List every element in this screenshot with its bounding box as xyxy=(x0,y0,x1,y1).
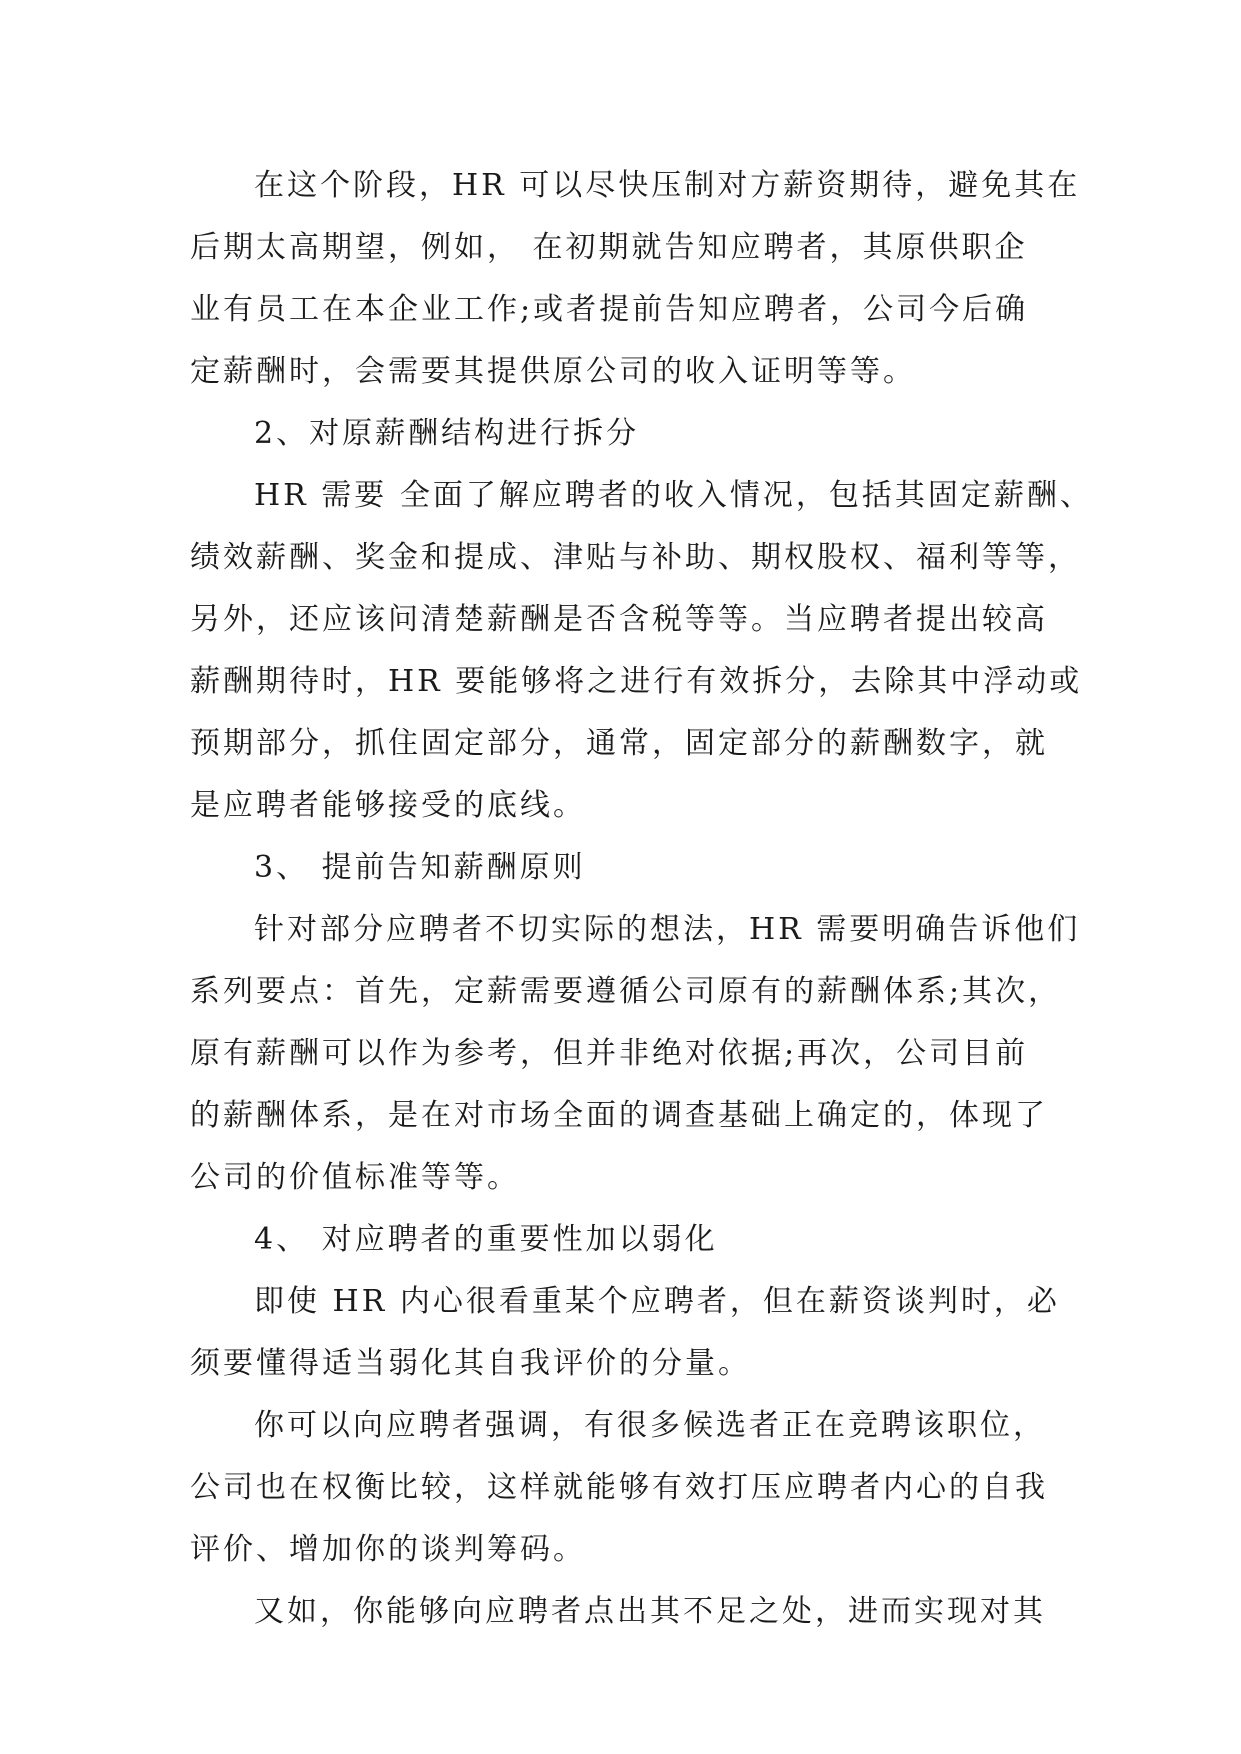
document-body xyxy=(190,155,1093,1643)
paragraph-line: 定薪酬时，会需要其提供原公司的收入证明等等。 xyxy=(190,354,916,389)
paragraph-line: 是应聘者能够接受的底线。 xyxy=(190,788,586,823)
paragraph-line: 另外，还应该问清楚薪酬是否含税等等。当应聘者提出较高 xyxy=(190,602,1048,637)
paragraph-line: 原有薪酬可以作为参考，但并非绝对依据;再次，公司目前 xyxy=(190,1036,1029,1071)
paragraph-line: 预期部分，抓住固定部分，通常，固定部分的薪酬数字，就 xyxy=(190,726,1048,761)
paragraph-line: 系列要点：首先，定薪需要遵循公司原有的薪酬体系;其次， xyxy=(190,974,1062,1009)
paragraph-line: 公司也在权衡比较，这样就能够有效打压应聘者内心的自我 xyxy=(190,1470,1048,1505)
paragraph-line: 公司的价值标准等等。 xyxy=(190,1160,520,1195)
paragraph-line: 针对部分应聘者不切实际的想法，HR 需要明确告诉他们 xyxy=(254,912,1081,947)
paragraph-line: 评价、增加你的谈判筹码。 xyxy=(190,1532,586,1567)
paragraph-line: 绩效薪酬、奖金和提成、津贴与补助、期权股权、福利等等， xyxy=(190,540,1081,575)
section-heading: 3、 提前告知薪酬原则 xyxy=(254,850,586,885)
section-heading: 4、 对应聘者的重要性加以弱化 xyxy=(254,1222,718,1257)
paragraph-line: 业有员工在本企业工作;或者提前告知应聘者，公司今后确 xyxy=(190,292,1029,327)
paragraph-line: 即使 HR 内心很看重某个应聘者，但在薪资谈判时，必 xyxy=(254,1284,1060,1319)
paragraph-line: 又如，你能够向应聘者点出其不足之处，进而实现对其 xyxy=(254,1594,1046,1629)
paragraph-line: 在这个阶段，HR 可以尽快压制对方薪资期待，避免其在 xyxy=(254,168,1081,203)
paragraph-line: HR 需要 全面了解应聘者的收入情况，包括其固定薪酬、 xyxy=(254,478,1093,513)
paragraph-line: 的薪酬体系，是在对市场全面的调查基础上确定的，体现了 xyxy=(190,1098,1048,1133)
paragraph-line: 你可以向应聘者强调，有很多候选者正在竞聘该职位， xyxy=(254,1408,1046,1443)
paragraph-line: 薪酬期待时，HR 要能够将之进行有效拆分，去除其中浮动或 xyxy=(190,664,1083,699)
section-heading: 2、对原薪酬结构进行拆分 xyxy=(254,416,640,451)
paragraph-line: 后期太高期望，例如， 在初期就告知应聘者，其原供职企 xyxy=(190,230,1028,265)
paragraph-line: 须要懂得适当弱化其自我评价的分量。 xyxy=(190,1346,751,1381)
